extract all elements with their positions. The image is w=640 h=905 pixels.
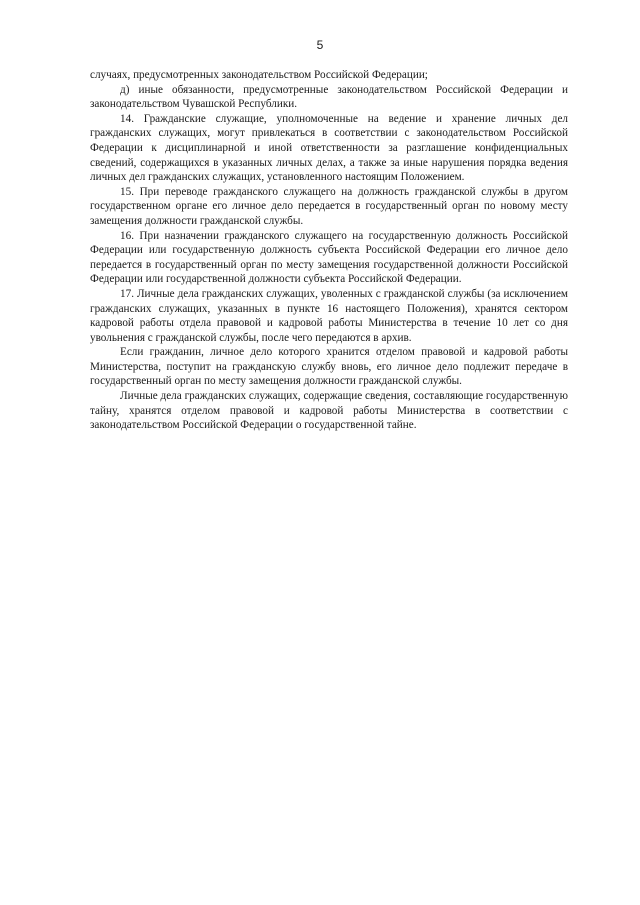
paragraph-14: 14. Гражданские служащие, уполномоченные на ведение и хранение личных дел гражданских служащих, могут привлекаться в соответствии с законодательством Российской Федерации к дисциплинарной и иной ответственности за разглашение конфиденциальных сведений, содержащихся в указанных личных делах, а также за иные нарушения порядка ведения личных дел гражданских служащих, установленного настоящим Положением. bbox=[90, 112, 568, 184]
document-body bbox=[90, 68, 568, 433]
paragraph-16: 16. При назначении гражданского служащего на государственную должность Российской Федерации или государственную должность субъекта Российской Федерации его личное дело передается в государственный орган по месту замещения государственной должности Российской Федерации или государственной должности субъекта Российской Федерации. bbox=[90, 229, 568, 286]
paragraph-17: 17. Личные дела гражданских служащих, уволенных с гражданской службы (за исключением гражданских служащих, указанных в пункте 16 настоящего Положения), хранятся сектором кадровой работы отдела правовой и кадровой работы Министерства в течение 10 лет со дня увольнения с гражданской службы, после чего передаются в архив. bbox=[90, 287, 568, 344]
paragraph-15: 15. При переводе гражданского служащего на должность гражданской службы в другом государственном органе его личное дело передается в государственный орган по новому месту замещения должности гражданской службы. bbox=[90, 185, 568, 227]
page-number: 5 bbox=[316, 38, 324, 52]
paragraph-item-d: д) иные обязанности, предусмотренные законодательством Российской Федерации и законодательством Чувашской Республики. bbox=[90, 83, 568, 111]
paragraph-17-reentry: Если гражданин, личное дело которого хранится отделом правовой и кадровой работы Министерства, поступит на гражданскую службу вновь, его личное дело подлежит передаче в государственный орган по месту замещения должности гражданской службы. bbox=[90, 346, 568, 388]
paragraph-17-secret: Личные дела гражданских служащих, содержащие сведения, составляющие государственную тайну, хранятся отделом правовой и кадровой работы Министерства в соответствии с законодательством Российской Федерации о государственной тайне. bbox=[90, 390, 568, 432]
paragraph-continuation: случаях, предусмотренных законодательством Российской Федерации; bbox=[90, 69, 428, 81]
